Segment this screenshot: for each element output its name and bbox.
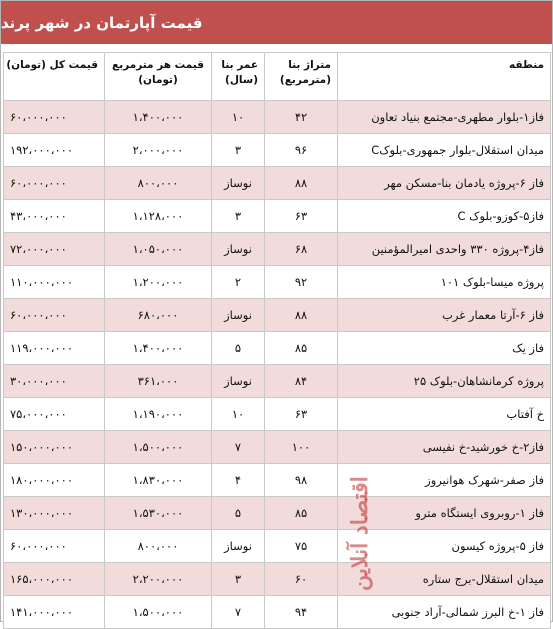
cell-area: ۸۴ bbox=[265, 365, 338, 398]
cell-total-price: ۶۰،۰۰۰،۰۰۰ bbox=[4, 101, 105, 134]
table-row bbox=[4, 398, 551, 431]
cell-total-price: ۳۰،۰۰۰،۰۰۰ bbox=[4, 365, 105, 398]
cell-area: ۸۵ bbox=[265, 332, 338, 365]
table-row bbox=[4, 299, 551, 332]
cell-region: فاز۵-کوزو-بلوک C bbox=[338, 200, 551, 233]
table-row bbox=[4, 167, 551, 200]
cell-region: فاز ۵-پروژه کیسون bbox=[338, 530, 551, 563]
cell-area: ۹۶ bbox=[265, 134, 338, 167]
cell-total-price: ۶۰،۰۰۰،۰۰۰ bbox=[4, 167, 105, 200]
cell-age: نوساز bbox=[212, 233, 265, 266]
cell-area: ۶۳ bbox=[265, 200, 338, 233]
cell-price-per-meter: ۱،۵۰۰،۰۰۰ bbox=[105, 596, 212, 629]
cell-region: فاز ۱-روبروی ایستگاه مترو bbox=[338, 497, 551, 530]
cell-area: ۹۲ bbox=[265, 266, 338, 299]
cell-total-price: ۱۴۱،۰۰۰،۰۰۰ bbox=[4, 596, 105, 629]
cell-price-per-meter: ۱،۴۰۰،۰۰۰ bbox=[105, 101, 212, 134]
cell-age: ۷ bbox=[212, 596, 265, 629]
cell-age: ۳ bbox=[212, 200, 265, 233]
cell-total-price: ۱۶۵،۰۰۰،۰۰۰ bbox=[4, 563, 105, 596]
cell-total-price: ۷۲،۰۰۰،۰۰۰ bbox=[4, 233, 105, 266]
cell-age: ۲ bbox=[212, 266, 265, 299]
cell-price-per-meter: ۳۶۱،۰۰۰ bbox=[105, 365, 212, 398]
cell-area: ۷۵ bbox=[265, 530, 338, 563]
cell-region: خ آفتاب bbox=[338, 398, 551, 431]
cell-region: پروژه میسا-بلوک ۱۰۱ bbox=[338, 266, 551, 299]
cell-price-per-meter: ۸۰۰،۰۰۰ bbox=[105, 530, 212, 563]
cell-price-per-meter: ۱،۵۰۰،۰۰۰ bbox=[105, 431, 212, 464]
cell-age: ۴ bbox=[212, 464, 265, 497]
cell-region: فاز۲-خ خورشید-خ نفیسی bbox=[338, 431, 551, 464]
table-body bbox=[4, 101, 551, 629]
cell-area: ۸۵ bbox=[265, 497, 338, 530]
header-region: منطقه bbox=[338, 53, 551, 101]
cell-price-per-meter: ۱،۸۳۰،۰۰۰ bbox=[105, 464, 212, 497]
table-row bbox=[4, 332, 551, 365]
cell-region: فاز ۶-آرتا معمار غرب bbox=[338, 299, 551, 332]
cell-area: ۶۳ bbox=[265, 398, 338, 431]
cell-area: ۹۴ bbox=[265, 596, 338, 629]
table-row bbox=[4, 233, 551, 266]
table-row bbox=[4, 464, 551, 497]
table-row bbox=[4, 200, 551, 233]
cell-price-per-meter: ۲،۰۰۰،۰۰۰ bbox=[105, 134, 212, 167]
table-row bbox=[4, 266, 551, 299]
cell-region: فاز ۱-خ البرز شمالی-آراد جنوبی bbox=[338, 596, 551, 629]
cell-price-per-meter: ۱،۴۰۰،۰۰۰ bbox=[105, 332, 212, 365]
table-row bbox=[4, 497, 551, 530]
cell-area: ۶۰ bbox=[265, 563, 338, 596]
cell-age: نوساز bbox=[212, 365, 265, 398]
cell-area: ۶۸ bbox=[265, 233, 338, 266]
cell-price-per-meter: ۱،۲۰۰،۰۰۰ bbox=[105, 266, 212, 299]
cell-age: نوساز bbox=[212, 530, 265, 563]
cell-age: نوساز bbox=[212, 299, 265, 332]
table-header-row bbox=[4, 53, 551, 101]
cell-price-per-meter: ۲،۲۰۰،۰۰۰ bbox=[105, 563, 212, 596]
cell-total-price: ۱۳۰،۰۰۰،۰۰۰ bbox=[4, 497, 105, 530]
cell-region: فاز۴-پروژه ۳۳۰ واحدی امیرالمؤمنین bbox=[338, 233, 551, 266]
cell-age: ۱۰ bbox=[212, 101, 265, 134]
cell-region: میدان استقلال-برج ستاره bbox=[338, 563, 551, 596]
table-row bbox=[4, 134, 551, 167]
table-title: قیمت آپارتمان در شهر پرند bbox=[1, 1, 552, 44]
cell-total-price: ۱۱۰،۰۰۰،۰۰۰ bbox=[4, 266, 105, 299]
price-table bbox=[3, 52, 551, 629]
cell-age: ۳ bbox=[212, 134, 265, 167]
cell-region: فاز صفر-شهرک هوانیروز bbox=[338, 464, 551, 497]
watermark-text: اقتصاد آنلاین bbox=[347, 476, 373, 591]
cell-region: پروژه کرمانشاهان-بلوک ۲۵ bbox=[338, 365, 551, 398]
cell-price-per-meter: ۱،۱۹۰،۰۰۰ bbox=[105, 398, 212, 431]
cell-total-price: ۱۱۹،۰۰۰،۰۰۰ bbox=[4, 332, 105, 365]
table-row bbox=[4, 563, 551, 596]
table-row bbox=[4, 431, 551, 464]
header-price-per-meter: قیمت هر مترمربع (تومان) bbox=[105, 53, 212, 101]
cell-area: ۴۲ bbox=[265, 101, 338, 134]
cell-price-per-meter: ۸۰۰،۰۰۰ bbox=[105, 167, 212, 200]
header-age: عمر بنا (سال) bbox=[212, 53, 265, 101]
cell-age: ۳ bbox=[212, 563, 265, 596]
cell-total-price: ۶۰،۰۰۰،۰۰۰ bbox=[4, 299, 105, 332]
cell-total-price: ۷۵،۰۰۰،۰۰۰ bbox=[4, 398, 105, 431]
cell-area: ۸۸ bbox=[265, 167, 338, 200]
cell-region: فاز یک bbox=[338, 332, 551, 365]
cell-area: ۸۸ bbox=[265, 299, 338, 332]
cell-region: فاز۱-بلوار مطهری-مجتمع بنیاد تعاون bbox=[338, 101, 551, 134]
table-row bbox=[4, 596, 551, 629]
cell-age: ۱۰ bbox=[212, 398, 265, 431]
cell-total-price: ۶۰،۰۰۰،۰۰۰ bbox=[4, 530, 105, 563]
cell-total-price: ۱۹۲،۰۰۰،۰۰۰ bbox=[4, 134, 105, 167]
table-row bbox=[4, 101, 551, 134]
cell-price-per-meter: ۱،۰۵۰،۰۰۰ bbox=[105, 233, 212, 266]
cell-price-per-meter: ۱،۵۳۰،۰۰۰ bbox=[105, 497, 212, 530]
cell-price-per-meter: ۱،۱۲۸،۰۰۰ bbox=[105, 200, 212, 233]
cell-region: فاز ۶-پروژه یادمان بنا-مسکن مهر bbox=[338, 167, 551, 200]
cell-price-per-meter: ۶۸۰،۰۰۰ bbox=[105, 299, 212, 332]
cell-region: میدان استقلال-بلوار جمهوری-بلوکC bbox=[338, 134, 551, 167]
cell-age: ۵ bbox=[212, 332, 265, 365]
cell-total-price: ۱۸۰،۰۰۰،۰۰۰ bbox=[4, 464, 105, 497]
cell-age: ۷ bbox=[212, 431, 265, 464]
cell-total-price: ۱۵۰،۰۰۰،۰۰۰ bbox=[4, 431, 105, 464]
header-total-price: قیمت کل (تومان) bbox=[4, 53, 105, 101]
cell-age: ۵ bbox=[212, 497, 265, 530]
cell-age: نوساز bbox=[212, 167, 265, 200]
cell-area: ۹۸ bbox=[265, 464, 338, 497]
cell-total-price: ۴۳،۰۰۰،۰۰۰ bbox=[4, 200, 105, 233]
cell-area: ۱۰۰ bbox=[265, 431, 338, 464]
table-row bbox=[4, 530, 551, 563]
header-area: متراژ بنا (مترمربع) bbox=[265, 53, 338, 101]
table-row bbox=[4, 365, 551, 398]
